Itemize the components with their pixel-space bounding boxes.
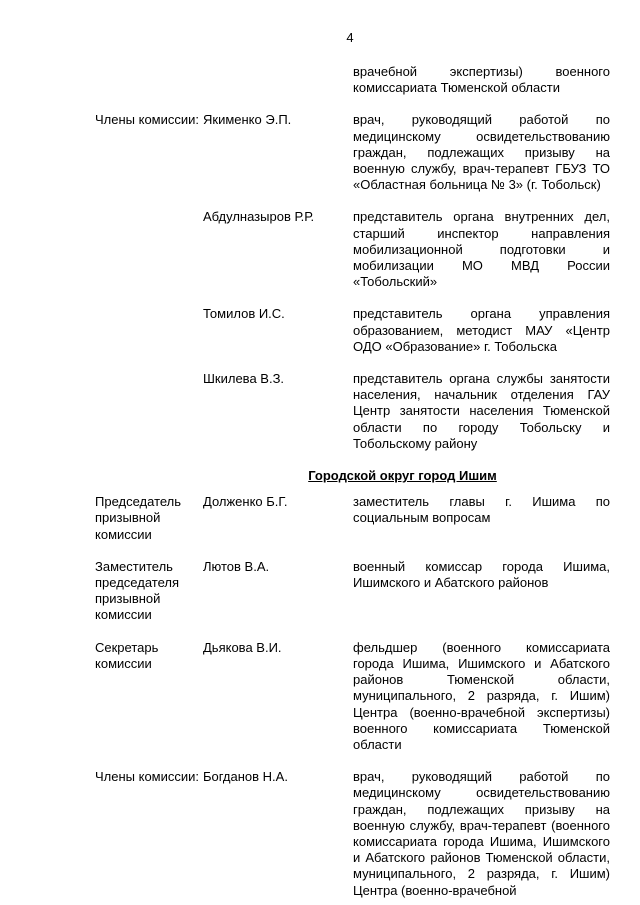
description-cell: врачебной экспертизы) военного комиссариата Тюменской области — [353, 64, 610, 96]
role-cell — [95, 64, 203, 96]
name-cell: Якименко Э.П. — [203, 112, 292, 128]
member-row — [95, 769, 610, 899]
page-number: 4 — [346, 30, 354, 45]
role-cell: Секретарь комиссии — [95, 639, 159, 671]
member-row — [95, 112, 610, 193]
name-cell: Шкилева В.З. — [203, 371, 285, 387]
role-cell — [95, 306, 203, 355]
role-cell: Члены комиссии: — [95, 769, 200, 785]
name-cell: Томилов И.С. — [203, 306, 285, 322]
name-cell: Абдулназыров Р.Р. — [203, 209, 315, 225]
member-row — [95, 559, 610, 624]
role-cell — [95, 209, 203, 290]
description-cell: врач, руководящий работой по медицинскому освидетельствованию граждан, подлежащих призыву на военную службу, врач-терапевт (военного комиссариата города Ишима, Ишимского и Абатского районов Тюменской области, муниципального, 2 разряда, г. Ишим) Центра (военно-врачебной — [353, 769, 610, 898]
member-row — [95, 640, 610, 753]
member-row — [95, 306, 610, 355]
description-cell: представитель органа управления образованием, методист МАУ «Центр ОДО «Образование» г. Тобольска — [353, 306, 610, 354]
name-cell: Дьякова В.И. — [203, 639, 282, 655]
role-cell: Члены комиссии: — [95, 112, 200, 128]
description-cell: представитель органа службы занятости населения, начальник отделения ГАУ Центр занятости населения Тюменской области по городу Тобольску и Тобольскому району — [353, 371, 610, 451]
section-title: Городской округ город Ишим — [308, 468, 497, 484]
description-cell: представитель органа внутренних дел, старший инспектор направления мобилизационной подготовки и мобилизации МО МВД России «Тобольский» — [353, 209, 610, 290]
description-cell: врач, руководящий работой по медицинскому освидетельствованию граждан, подлежащих призыву на военную службу, врач-терапевт ГБУЗ ТО «Областная больница № 3» (г. Тобольск) — [353, 112, 610, 193]
role-cell — [95, 371, 203, 452]
document-body — [95, 64, 610, 899]
name-cell: Лютов В.А. — [203, 558, 270, 574]
name-cell — [203, 64, 353, 96]
name-cell: Долженко Б.Г. — [203, 494, 288, 510]
name-cell: Богданов Н.А. — [203, 769, 288, 785]
role-cell: Председатель призывной комиссии — [95, 494, 182, 542]
description-cell: заместитель главы г. Ишима по социальным вопросам — [353, 494, 610, 526]
member-row — [95, 494, 610, 543]
member-row — [95, 371, 610, 452]
description-cell: военный комиссар города Ишима, Ишимского и Абатского районов — [353, 558, 610, 591]
member-row — [95, 209, 610, 290]
role-cell: Заместитель председателя призывной комиссии — [95, 558, 180, 623]
continuation-row — [95, 64, 610, 96]
description-cell: фельдшер (военного комиссариата города Ишима, Ишимского и Абатского районов Тюменской области, муниципального, 2 разряда, г. Ишим) Центра (военно-врачебной экспертизы) военного комиссариата Тюменской области — [353, 639, 610, 752]
